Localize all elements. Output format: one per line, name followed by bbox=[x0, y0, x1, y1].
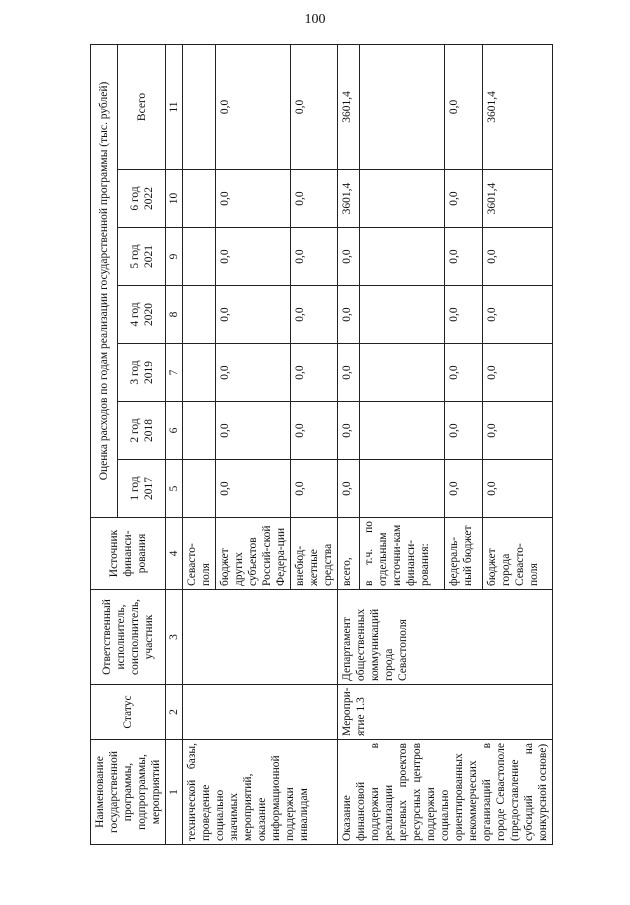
value-cell bbox=[183, 460, 216, 518]
header-status: Статус bbox=[91, 685, 166, 740]
total-cell bbox=[183, 44, 216, 169]
value-cell bbox=[359, 402, 445, 460]
index-cell: 5 bbox=[166, 460, 183, 518]
index-cell: 9 bbox=[166, 228, 183, 286]
total-cell: 0,0 bbox=[291, 44, 338, 169]
value-cell: 0,0 bbox=[338, 228, 360, 286]
value-cell: 0,0 bbox=[216, 402, 291, 460]
value-cell bbox=[359, 460, 445, 518]
index-cell: 11 bbox=[166, 44, 183, 169]
value-cell: 0,0 bbox=[445, 170, 483, 228]
value-cell bbox=[183, 228, 216, 286]
value-cell bbox=[359, 228, 445, 286]
value-cell bbox=[183, 170, 216, 228]
value-cell: 0,0 bbox=[216, 344, 291, 402]
value-cell: 0,0 bbox=[216, 228, 291, 286]
value-cell: 0,0 bbox=[338, 402, 360, 460]
header-year-6: 6 год 2022 bbox=[118, 170, 166, 228]
value-cell: 0,0 bbox=[445, 402, 483, 460]
value-cell: 0,0 bbox=[483, 228, 553, 286]
value-cell: 0,0 bbox=[291, 170, 338, 228]
table-row bbox=[338, 44, 360, 844]
header-year-4: 4 год 2020 bbox=[118, 286, 166, 344]
source-cell: Севасто-поля bbox=[183, 518, 216, 590]
value-cell: 0,0 bbox=[291, 228, 338, 286]
header-year-2: 2 год 2018 bbox=[118, 402, 166, 460]
block2-status: Меропри-ятие 1.3 bbox=[338, 685, 553, 740]
source-cell: внебюд-жетные средства bbox=[291, 518, 338, 590]
header-year-3: 3 год 2019 bbox=[118, 344, 166, 402]
index-cell: 7 bbox=[166, 344, 183, 402]
value-cell: 0,0 bbox=[338, 344, 360, 402]
value-cell bbox=[359, 170, 445, 228]
header-total: Всего bbox=[118, 44, 166, 169]
block1-name: технической базы, проведение социально значимых мероприятий, оказание информационной поддержки инвалидам bbox=[183, 740, 338, 845]
value-cell: 0,0 bbox=[291, 286, 338, 344]
total-cell: 0,0 bbox=[445, 44, 483, 169]
value-cell: 0,0 bbox=[291, 460, 338, 518]
value-cell: 0,0 bbox=[445, 460, 483, 518]
index-cell: 4 bbox=[166, 518, 183, 590]
page-number: 100 bbox=[304, 12, 326, 27]
value-cell bbox=[359, 286, 445, 344]
value-cell: 0,0 bbox=[216, 286, 291, 344]
value-cell: 3601,4 bbox=[483, 170, 553, 228]
source-cell: бюджет других субъектов Россий-ской Федера-ции bbox=[216, 518, 291, 590]
value-cell: 0,0 bbox=[291, 402, 338, 460]
source-cell: федераль-ный бюджет bbox=[445, 518, 483, 590]
value-cell: 0,0 bbox=[483, 460, 553, 518]
value-cell: 0,0 bbox=[338, 460, 360, 518]
source-cell: бюджет города Севасто-поля bbox=[483, 518, 553, 590]
source-cell: в т.ч. по отдельным источни-кам финанси-рования: bbox=[359, 518, 445, 590]
table-row bbox=[183, 44, 216, 844]
value-cell: 0,0 bbox=[445, 228, 483, 286]
index-cell: 2 bbox=[166, 685, 183, 740]
index-cell: 10 bbox=[166, 170, 183, 228]
value-cell: 3601,4 bbox=[338, 170, 360, 228]
source-cell: всего, bbox=[338, 518, 360, 590]
index-cell: 8 bbox=[166, 286, 183, 344]
value-cell: 0,0 bbox=[216, 460, 291, 518]
total-cell bbox=[359, 44, 445, 169]
value-cell: 0,0 bbox=[483, 344, 553, 402]
value-cell: 0,0 bbox=[445, 286, 483, 344]
header-year-1: 1 год 2017 bbox=[118, 460, 166, 518]
block2-executor: Департамент общественных коммуникаций города Севастополя bbox=[338, 590, 553, 685]
block1-status bbox=[183, 685, 338, 740]
value-cell bbox=[183, 286, 216, 344]
block1-executor bbox=[183, 590, 338, 685]
value-cell: 0,0 bbox=[445, 344, 483, 402]
value-cell: 0,0 bbox=[483, 286, 553, 344]
value-cell bbox=[359, 344, 445, 402]
header-year-5: 5 год 2021 bbox=[118, 228, 166, 286]
rotated-table-wrapper bbox=[90, 45, 620, 845]
index-cell: 1 bbox=[166, 740, 183, 845]
value-cell: 0,0 bbox=[483, 402, 553, 460]
total-cell: 0,0 bbox=[216, 44, 291, 169]
header-expenses-group: Оценка расходов по годам реализации государственной программы (тыс. рублей) bbox=[91, 44, 118, 517]
value-cell bbox=[183, 344, 216, 402]
index-cell: 6 bbox=[166, 402, 183, 460]
value-cell: 0,0 bbox=[291, 344, 338, 402]
header-executor: Ответственный исполнитель, соисполнитель, участник bbox=[91, 590, 166, 685]
value-cell: 0,0 bbox=[216, 170, 291, 228]
value-cell: 0,0 bbox=[338, 286, 360, 344]
header-source: Источник финанси-рования bbox=[91, 518, 166, 590]
total-cell: 3601,4 bbox=[483, 44, 553, 169]
financing-table bbox=[90, 44, 553, 845]
header-name: Наименование государственной программы, подпрограммы, мероприятий bbox=[91, 740, 166, 845]
block2-name: Оказание финансовой поддержки в реализации целевых проектов ресурсных центров поддержки социально ориентированных некоммерческих организаций в городе Севастополе (предоставление субсидий на конкурсной основе) bbox=[338, 740, 553, 845]
total-cell: 3601,4 bbox=[338, 44, 360, 169]
value-cell bbox=[183, 402, 216, 460]
index-cell: 3 bbox=[166, 590, 183, 685]
